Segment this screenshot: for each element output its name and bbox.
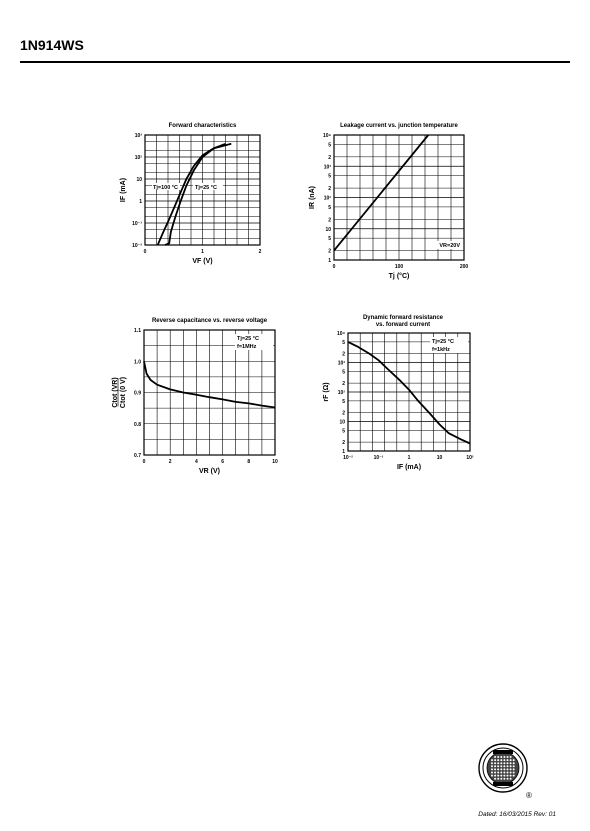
y-tick-label: 1 [328, 258, 331, 264]
y-tick-label: 5 [342, 428, 345, 435]
y-tick-label: 10 [136, 177, 142, 183]
x-tick-label: 1 [201, 249, 204, 255]
y-tick-label: 5 [328, 204, 331, 211]
logo-dot [510, 759, 512, 761]
logo-dot [491, 775, 493, 777]
registered-mark: ® [526, 791, 532, 800]
y-tick-label: 1.0 [134, 359, 141, 366]
x-axis-label: IF (mA) [396, 464, 422, 471]
y-tick-label: 10² [323, 195, 331, 202]
y-tick-label: 2 [328, 248, 331, 255]
logo-dot [500, 765, 502, 767]
logo-dot [494, 768, 496, 770]
y-tick-label: 2 [342, 410, 345, 417]
logo-dot [494, 778, 496, 780]
logo-dot [500, 772, 502, 774]
logo-dot [491, 768, 493, 770]
x-tick-label: 10⁻¹ [373, 455, 384, 461]
logo-dot [491, 759, 493, 761]
y-tick-label: 10² [134, 155, 142, 161]
logo-dot [497, 778, 499, 780]
x-tick-label: 2 [168, 459, 172, 465]
logo-dot [497, 768, 499, 770]
logo-dot [510, 775, 512, 777]
y-tick-label: 0.7 [134, 453, 141, 459]
x-tick-label: 1 [407, 455, 411, 461]
y-tick-label: 2 [328, 154, 331, 161]
y-tick-label: 10⁻¹ [132, 221, 142, 227]
x-tick-label: 100 [394, 264, 404, 270]
y-tick-label: 2 [342, 440, 345, 447]
y-tick-label: 10 [339, 419, 345, 426]
y-tick-label: 10⁴ [336, 331, 345, 337]
y-axis-label: Ctot (0 V) [120, 376, 127, 409]
x-tick-label: 4 [195, 459, 198, 465]
y-tick-label: 1 [139, 199, 142, 205]
y-tick-label: 1 [342, 449, 345, 455]
company-logo [476, 742, 536, 802]
y-tick-label: 10³ [134, 133, 142, 139]
logo-dot [507, 778, 509, 780]
logo-dot [510, 765, 512, 767]
logo-dot [507, 765, 509, 767]
annotation-label: f=1kHz [432, 347, 450, 353]
logo-dot [513, 775, 515, 777]
logo-dot [500, 756, 502, 758]
y-tick-label: 10² [337, 390, 345, 396]
y-tick-label: 1.1 [134, 328, 141, 334]
logo-dot [507, 759, 509, 761]
y-tick-label: 0.8 [134, 421, 141, 428]
x-tick-label: 8 [247, 459, 251, 465]
annotation-label: Tj=25 °C [237, 336, 259, 342]
logo-dot [503, 772, 505, 774]
logo-dot [503, 765, 505, 767]
logo-dot [497, 772, 499, 774]
logo-dot [494, 759, 496, 761]
logo-dot [494, 765, 496, 767]
logo-dot [494, 762, 496, 764]
logo-dot [497, 756, 499, 758]
y-tick-label: 10⁻² [132, 243, 142, 249]
y-tick-label: 2 [342, 351, 345, 358]
logo-dot [494, 756, 496, 758]
logo-dot [503, 759, 505, 761]
y-tick-label: 5 [342, 339, 345, 346]
logo-dot [503, 762, 505, 764]
logo-dot [500, 762, 502, 764]
x-tick-label: 0 [142, 459, 146, 465]
logo-dot [513, 762, 515, 764]
footer-date: Dated: 16/03/2015 Rev: 01 [478, 811, 556, 818]
x-tick-label: 10² [466, 455, 474, 461]
annotation-label: Tj=25 °C [195, 185, 217, 191]
chart-title: Dynamic forward resistance [362, 315, 444, 321]
logo-dot [500, 759, 502, 761]
logo-dot [507, 768, 509, 770]
logo-dot [503, 768, 505, 770]
y-tick-label: 10 [325, 226, 331, 233]
logo-dot [507, 756, 509, 758]
logo-dot [513, 765, 515, 767]
chart-forward [120, 123, 262, 265]
y-tick-label: 2 [328, 186, 331, 193]
y-axis-label: rF (Ω) [323, 382, 330, 402]
x-tick-label: 2 [258, 249, 262, 255]
x-tick-label: 10⁻² [343, 455, 353, 461]
x-axis-label: Tj (°C) [388, 273, 410, 280]
logo-dot [507, 772, 509, 774]
logo-dot [513, 759, 515, 761]
y-tick-label: 5 [328, 173, 331, 180]
logo-dot [491, 765, 493, 767]
x-tick-label: 6 [221, 459, 224, 465]
logo-dot [491, 762, 493, 764]
logo-dot [510, 772, 512, 774]
logo-dot [510, 762, 512, 764]
logo-dot [497, 775, 499, 777]
y-tick-label: 5 [328, 142, 331, 149]
logo-dot [500, 775, 502, 777]
logo-dot [510, 768, 512, 770]
logo-dot [507, 775, 509, 777]
logo-dot [503, 775, 505, 777]
logo-dot [500, 778, 502, 780]
logo-dot [510, 778, 512, 780]
logo-dot [513, 768, 515, 770]
annotation-label: f=1MHz [237, 344, 257, 350]
x-axis-label: VR (V) [199, 468, 220, 475]
logo-dot [507, 762, 509, 764]
x-axis-label: VF (V) [192, 258, 213, 265]
y-axis-label: IF (mA) [120, 177, 127, 203]
y-tick-label: 5 [342, 398, 345, 405]
x-tick-label: 200 [459, 264, 469, 270]
chart-title: Reverse capacitance vs. reverse voltage [151, 318, 268, 324]
annotation-label: VR=20V [439, 243, 460, 249]
logo-dot [494, 772, 496, 774]
y-axis-label: IR (nA) [309, 186, 316, 209]
logo-dot [491, 772, 493, 774]
chart-leakage [309, 123, 468, 280]
series-line [334, 135, 428, 251]
y-tick-label: 5 [342, 369, 345, 376]
y-tick-label: 0.9 [134, 390, 141, 397]
chart-title: Forward characteristics [168, 123, 237, 129]
y-tick-label: 10³ [323, 164, 331, 171]
y-tick-label: 10³ [337, 360, 345, 367]
y-tick-label: 2 [328, 217, 331, 224]
logo-dot [497, 762, 499, 764]
x-tick-label: 0 [332, 264, 336, 270]
logo-dot [513, 772, 515, 774]
annotation-label: Tj=25 °C [432, 339, 454, 345]
chart-capacitance [112, 318, 278, 475]
y-tick-label: 5 [328, 236, 331, 243]
annotation-label: Tj=100 °C [153, 185, 178, 191]
y-tick-label: 2 [342, 381, 345, 388]
chart-dynamic [323, 315, 474, 471]
y-tick-label: 10⁴ [322, 133, 331, 139]
y-axis-label: Ctot (VR) [112, 377, 119, 408]
logo-dot [503, 778, 505, 780]
logo-dot [500, 768, 502, 770]
logo-dot [497, 765, 499, 767]
x-tick-label: 10 [272, 459, 278, 465]
logo-dot [497, 759, 499, 761]
chart-title: vs. forward current [375, 322, 431, 328]
document-title: 1N914WS [20, 37, 84, 53]
logo-dot [503, 756, 505, 758]
logo-dot [494, 775, 496, 777]
x-tick-label: 10 [436, 455, 443, 461]
x-tick-label: 0 [143, 249, 147, 255]
chart-title: Leakage current vs. junction temperature [340, 123, 458, 129]
logo-dot [510, 756, 512, 758]
